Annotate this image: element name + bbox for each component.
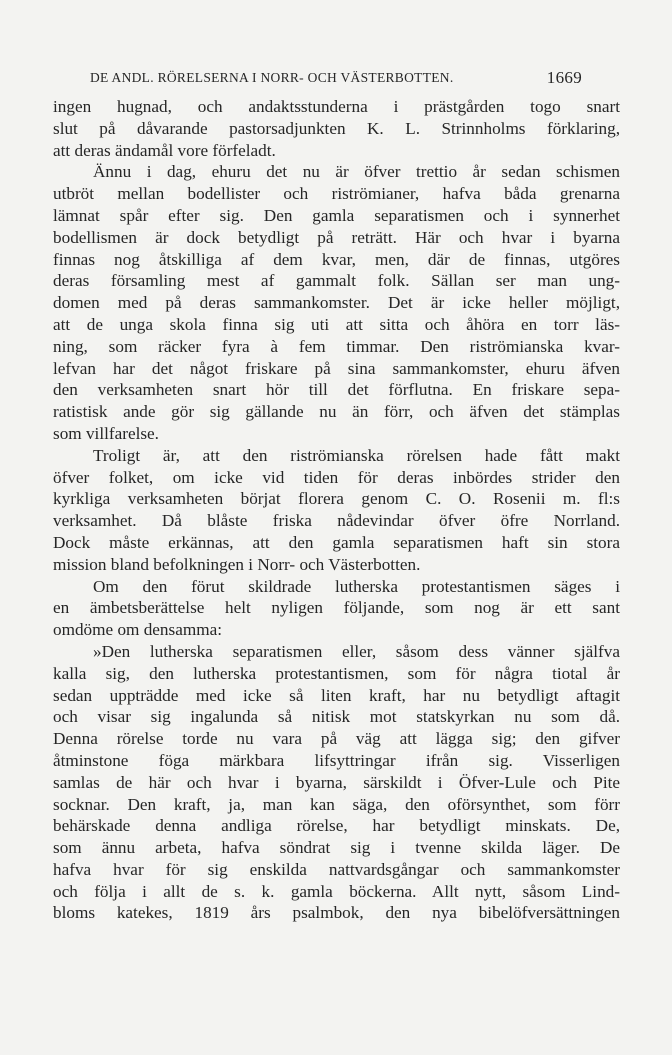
text-line: socknar. Den kraft, ja, man kan säga, den oförsynthet, som förr — [53, 794, 620, 814]
text-line: Dock måste erkännas, att den gamla separatismen haft sin stora — [53, 532, 620, 552]
text-line: Om den förut skildrade lutherska protestantismen säges i — [93, 576, 620, 596]
text-line: den verksamheten snart hör till det förflutna. En friskare sepa- — [53, 380, 620, 400]
text-line: hafva hvar för sig enskilda nattvardsgångar och sammankomster — [53, 859, 620, 879]
text-line: kalla sig, den lutherska protestantismen, som för några tiotal år — [53, 663, 620, 683]
text-line: lefvan har det något friskare på sina sammankomster, ehuru äfven — [53, 358, 620, 378]
text-line: utbröt mellan bodellister och riströmianer, hafva båda grenarna — [53, 184, 620, 204]
text-line: deras församling mest af gammalt folk. Sällan ser man ung- — [53, 271, 620, 291]
page-number: 1669 — [546, 68, 582, 87]
text-line: Ännu i dag, ehuru det nu är öfver trettio år sedan schismen — [93, 162, 620, 182]
text-line: ratistisk ande gör sig gällande nu än förr, och äfven det stämplas — [53, 402, 620, 422]
text-line: bodellismen är dock betydligt på reträtt. Här och hvar i byarna — [53, 227, 620, 247]
text-line: som ännu arbeta, hafva söndrat sig i tvenne skilda läger. De — [53, 838, 620, 858]
text-line: sedan uppträdde med icke så liten kraft, har nu betydligt aftagit — [53, 685, 620, 705]
text-line: verksamhet. Då blåste friska nådevindar öfver öfre Norrland. — [53, 511, 620, 531]
text-line: kyrkliga verksamheten börjat florera genom C. O. Rosenii m. fl:s — [53, 489, 620, 509]
text-line: finnas nog åtskilliga af dem kvar, men, där de finnas, utgöres — [53, 249, 620, 269]
text-line: en ämbetsberättelse helt nyligen följande, som nog är ett sant — [53, 598, 620, 618]
text-line: bloms katekes, 1819 års psalmbok, den nya bibelöfversättningen — [53, 903, 620, 923]
text-line: domen med på deras sammankomster. Det är icke heller möjligt, — [53, 293, 620, 313]
text-line: ingen hugnad, och andaktsstunderna i prästgården togo snart — [53, 97, 620, 116]
text-line: Denna rörelse torde nu vara på väg att lägga sig; den gifver — [53, 729, 620, 749]
text-line: åtminstone föga märkbara lifsyttringar ifrån sig. Visserligen — [53, 750, 620, 770]
text-line: som villfarelse. — [53, 423, 159, 443]
text-line: behärskade denna andliga rörelse, har betydligt minskats. De, — [53, 816, 620, 836]
text-line: »Den lutherska separatismen eller, såsom dess vänner själfva — [93, 641, 620, 661]
text-line: Troligt är, att den riströmianska rörelsen hade fått makt — [93, 445, 620, 465]
text-line: samlas de här och hvar i byarna, särskildt i Öfver-Lule och Pite — [53, 772, 620, 792]
text-line: slut på dåvarande pastorsadjunkten K. L. Strinnholms förklaring, — [53, 118, 620, 138]
text-line: mission bland befolkningen i Norr- och Västerbotten. — [53, 554, 421, 574]
running-head-title: DE ANDL. RÖRELSERNA I NORR- OCH VÄSTERBOTTEN. — [90, 70, 454, 85]
text-line: lämnat spår efter sig. Den gamla separatismen och i synnerhet — [53, 205, 620, 225]
text-line: att de unga skola finna sig uti att sitta och åhöra en torr läs- — [53, 314, 620, 334]
body-text — [53, 96, 620, 924]
text-line: och visar sig ingalunda så nitisk mot statskyrkan nu som då. — [53, 707, 620, 727]
text-line: ning, som räcker fyra à fem timmar. Den riströmianska kvar- — [53, 336, 620, 356]
text-line: öfver folket, om icke vid tiden för deras inbördes strider den — [53, 467, 620, 487]
text-line: och följa i allt de s. k. gamla böckerna. Allt nytt, såsom Lind- — [53, 881, 620, 901]
text-line: att deras ändamål vore förfeladt. — [53, 140, 276, 160]
running-head — [90, 68, 582, 90]
text-line: omdöme om densamma: — [53, 620, 222, 640]
